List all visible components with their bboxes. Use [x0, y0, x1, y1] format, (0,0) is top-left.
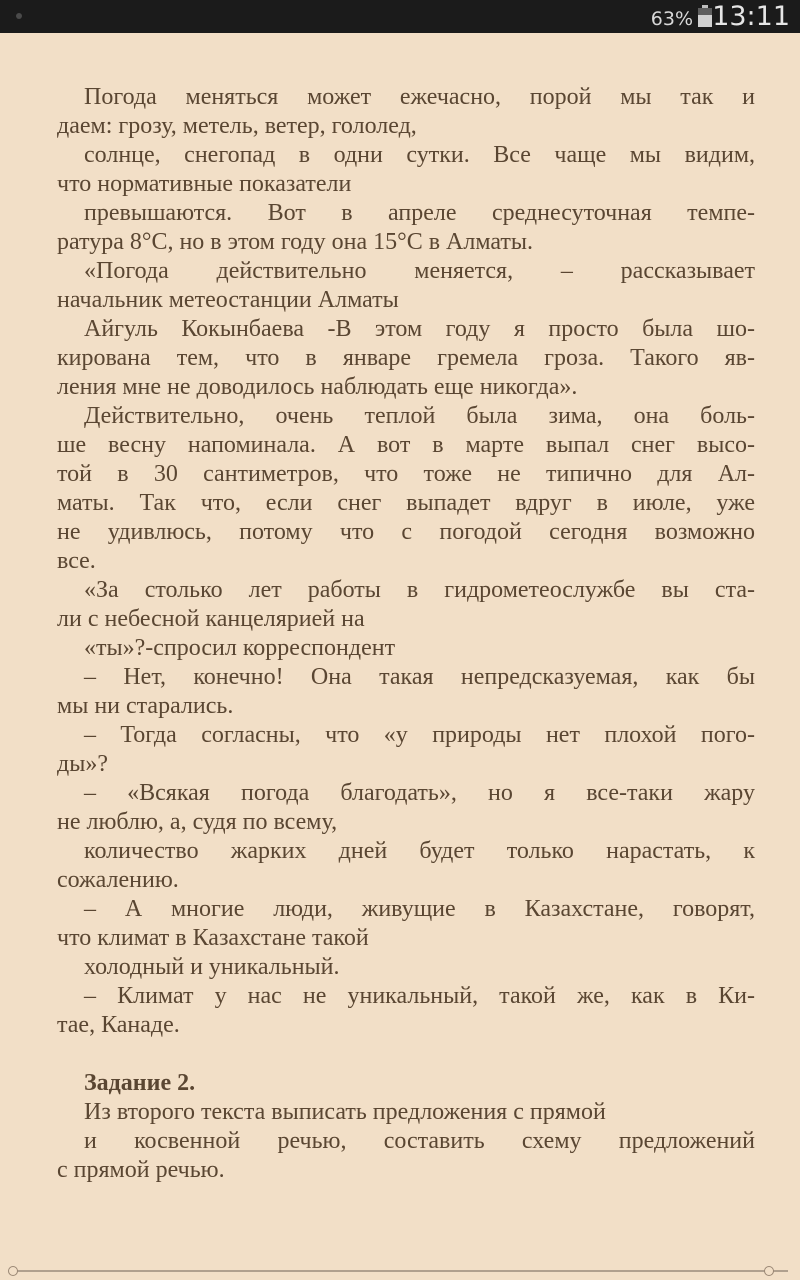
text-line: с прямой речью. [57, 1157, 225, 1183]
text-line: маты. Так что, если снег выпадет вдруг в июле, уже [57, 490, 755, 516]
text-line: Из второго текста выписать предложения с прямой [84, 1099, 606, 1125]
text-line: «За столько лет работы в гидрометеослужбе вы ста- [84, 577, 755, 603]
text-line: Айгуль Кокынбаева -В этом году я просто была шо- [84, 316, 755, 342]
text-line: сожалению. [57, 867, 179, 893]
text-line: «Погода действительно меняется, – рассказывает [84, 258, 755, 284]
text-line: мы ни старались. [57, 693, 234, 719]
battery-percentage: 63% [650, 8, 693, 30]
notification-dot-icon [16, 13, 22, 19]
text-line: что климат в Казахстане такой [57, 925, 369, 951]
reader-page[interactable] [57, 83, 755, 1185]
text-line: ше весну напоминала. А вот в марте выпал снег высо- [57, 432, 755, 458]
text-line: даем: грозу, метель, ветер, гололед, [57, 113, 417, 139]
text-line: начальник метеостанции Алматы [57, 287, 399, 313]
text-line: – «Всякая погода благодать», но я все-таки жару [84, 780, 755, 806]
text-line: Погода меняться может ежечасно, порой мы так и [84, 84, 755, 110]
clock: 13:11 [712, 1, 790, 32]
text-line: – А многие люди, живущие в Казахстане, говорят, [84, 896, 755, 922]
text-line [57, 1040, 755, 1069]
section-heading: Задание 2. [84, 1070, 196, 1096]
progress-end-marker[interactable] [764, 1266, 774, 1276]
text-line: «ты»?-спросил корреспондент [84, 635, 396, 661]
reading-progress-bar[interactable] [12, 1270, 788, 1272]
text-line: тае, Канаде. [57, 1012, 180, 1038]
status-bar [0, 0, 800, 33]
progress-start-marker[interactable] [8, 1266, 18, 1276]
text-line: ратура 8°С, но в этом году она 15°С в Алматы. [57, 229, 534, 255]
text-line: холодный и уникальный. [84, 954, 340, 980]
text-line: – Климат у нас не уникальный, такой же, как в Ки- [84, 983, 755, 1009]
text-line: что нормативные показатели [57, 171, 352, 197]
text-line: количество жарких дней будет только нарастать, к [84, 838, 755, 864]
text-line: не удивлюсь, потому что с погодой сегодня возможно [57, 519, 755, 545]
text-line: ления мне не доводилось наблюдать еще никогда». [57, 374, 578, 400]
text-line: солнце, снегопад в одни сутки. Все чаще мы видим, [84, 142, 755, 168]
text-line: кирована тем, что в январе гремела гроза. Такого яв- [57, 345, 755, 371]
text-line: – Нет, конечно! Она такая непредсказуемая, как бы [84, 664, 755, 690]
text-line: той в 30 сантиметров, что тоже не типично для Ал- [57, 461, 755, 487]
text-line: Действительно, очень теплой была зима, она боль- [84, 403, 755, 429]
text-line: – Тогда согласны, что «у природы нет плохой пого- [84, 722, 755, 748]
text-line: ли с небесной канцелярией на [57, 606, 365, 632]
battery-level-fill [698, 15, 712, 27]
text-line: не люблю, а, судя по всему, [57, 809, 338, 835]
text-line: и косвенной речью, составить схему предложений [84, 1128, 755, 1154]
battery-icon [698, 5, 712, 27]
text-line: все. [57, 548, 96, 574]
text-line: превышаются. Вот в апреле среднесуточная темпе- [84, 200, 755, 226]
text-line: ды»? [57, 751, 108, 777]
